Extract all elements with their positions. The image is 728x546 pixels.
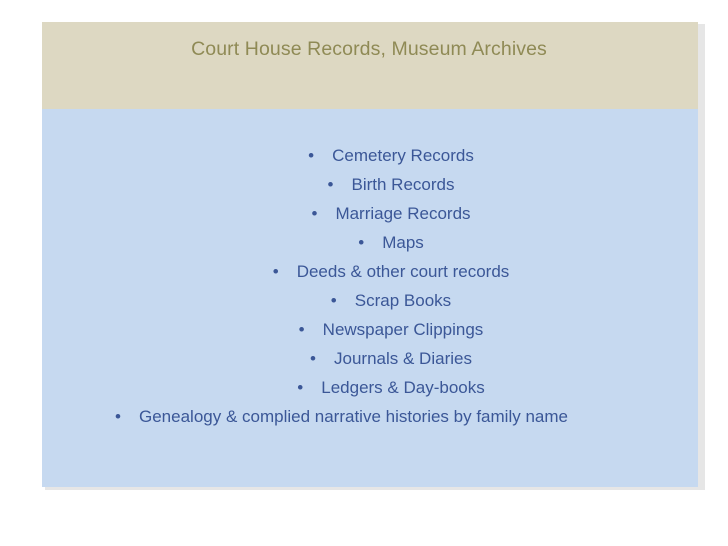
list-item <box>115 170 667 199</box>
bullet-icon: • <box>310 349 316 368</box>
bullet-icon: • <box>330 291 337 310</box>
list-item-text: Genealogy & complied narrative histories by family name <box>139 407 568 426</box>
list-item <box>115 373 667 402</box>
bullet-icon: • <box>327 175 334 194</box>
bullet-list <box>115 141 667 431</box>
list-item <box>115 199 667 228</box>
title-band <box>42 22 698 109</box>
list-item-text: Newspaper Clippings <box>322 320 484 339</box>
list-item <box>115 228 667 257</box>
list-item-text: Birth Records <box>351 175 455 194</box>
list-item <box>115 402 667 431</box>
bullet-icon: • <box>272 262 279 281</box>
bullet-icon: • <box>311 204 318 223</box>
list-item <box>115 257 667 286</box>
list-item <box>115 286 667 315</box>
list-item-text: Scrap Books <box>354 291 452 310</box>
list-item <box>115 344 667 373</box>
list-item-text: Marriage Records <box>335 204 471 223</box>
bullet-icon: • <box>115 407 121 426</box>
list-item-text: Cemetery Records <box>332 146 474 165</box>
list-item <box>115 141 667 170</box>
bullet-icon: • <box>358 233 365 252</box>
list-item-text: Maps <box>382 233 424 252</box>
slide-title: Court House Records, Museum Archives <box>191 38 547 60</box>
bullet-icon: • <box>298 320 305 339</box>
bullet-icon: • <box>297 378 304 397</box>
list-item-text: Journals & Diaries <box>334 349 472 368</box>
list-item <box>115 315 667 344</box>
list-item-text: Ledgers & Day-books <box>321 378 485 397</box>
list-item-text: Deeds & other court records <box>296 262 510 281</box>
bullet-icon: • <box>308 146 315 165</box>
